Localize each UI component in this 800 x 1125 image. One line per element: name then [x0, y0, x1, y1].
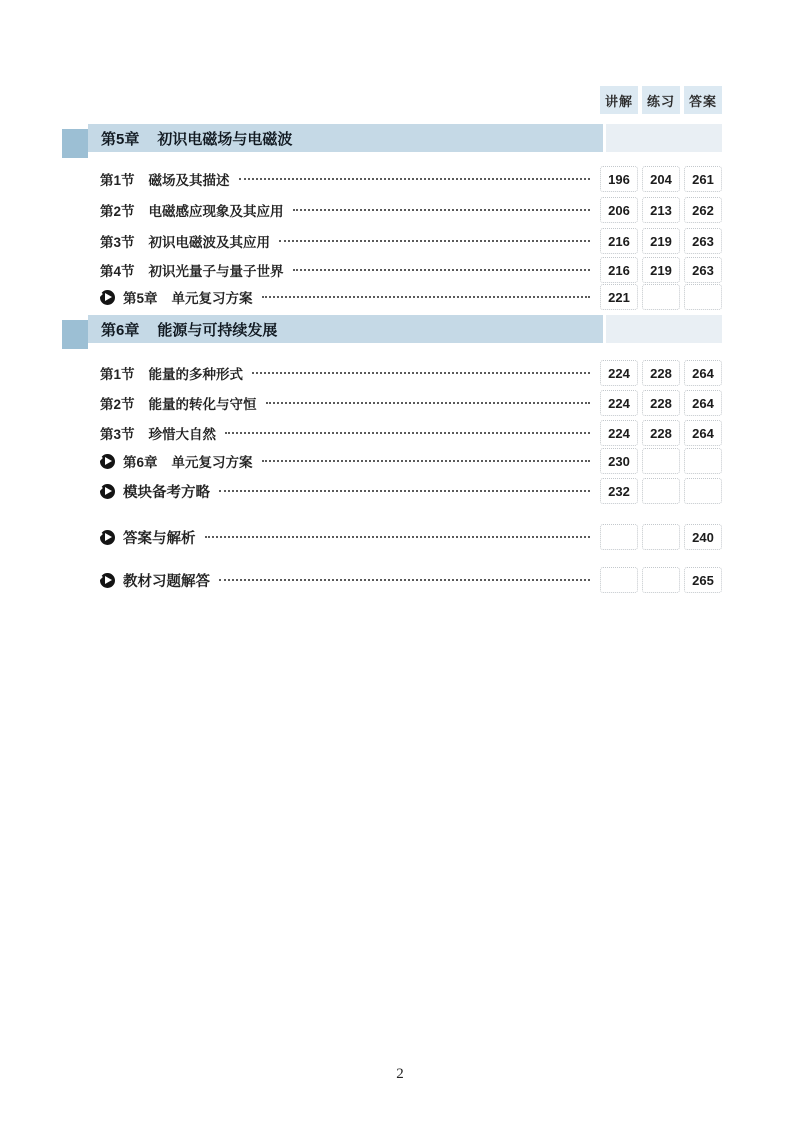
leader-dots: [205, 536, 591, 538]
page-cell-jiangjie: 224: [600, 390, 638, 416]
section-number: 第4节: [100, 264, 135, 279]
page-cell-lianxi: 228: [642, 360, 680, 386]
section-title: 初识光量子与量子世界: [148, 264, 284, 279]
chapter6-header: [88, 315, 603, 343]
leader-dots: [219, 579, 590, 581]
page-cell-daan: 240: [684, 524, 722, 550]
page-cell-daan: 264: [684, 420, 722, 446]
page-cell-daan: 262: [684, 197, 722, 223]
leader-dots: [225, 432, 590, 434]
chapter6-bar-extension: [606, 315, 722, 343]
chapter5-title: 初识电磁场与电磁波: [157, 130, 293, 148]
chapter5-bar-extension: [606, 124, 722, 152]
chapter5-number: 第5章: [101, 130, 140, 148]
page-cell-lianxi: 219: [642, 228, 680, 254]
page-cell-lianxi: [642, 524, 680, 550]
section-number: 第2节: [100, 397, 135, 412]
review-chapter-number: 第6章: [123, 455, 158, 470]
page-cell-jiangjie: 216: [600, 257, 638, 283]
toc-row-ch6-sec1: [100, 359, 722, 387]
section-title: 电磁感应现象及其应用: [148, 204, 284, 219]
column-headers: [600, 86, 722, 114]
leader-dots: [252, 372, 590, 374]
toc-row-ch6-review: [100, 447, 722, 475]
play-icon: [100, 290, 115, 305]
toc-row-ch6-sec3: [100, 419, 722, 447]
page-cell-lianxi: 228: [642, 390, 680, 416]
section-number: 第1节: [100, 173, 135, 188]
section-title: 能量的多种形式: [148, 367, 244, 382]
page-cell-daan: 263: [684, 257, 722, 283]
page-cell-lianxi: [642, 284, 680, 310]
chapter6-bar-accent: [62, 320, 88, 349]
page-cells: [600, 166, 722, 192]
toc-row-ch5-review: [100, 283, 722, 311]
play-icon: [100, 484, 115, 499]
page-cell-daan: 263: [684, 228, 722, 254]
toc-row-ch5-sec2: [100, 196, 722, 224]
column-header-lianxi: 练习: [642, 86, 680, 114]
leader-dots: [239, 178, 590, 180]
page-cells: [600, 228, 722, 254]
page-cell-jiangjie: 221: [600, 284, 638, 310]
play-icon: [100, 530, 115, 545]
page-number: 2: [396, 1066, 404, 1082]
leader-dots: [266, 402, 590, 404]
page-cells: [600, 478, 722, 504]
leader-dots: [293, 209, 590, 211]
page-cell-lianxi: 219: [642, 257, 680, 283]
column-header-daan: 答案: [684, 86, 722, 114]
page-cell-daan: 264: [684, 360, 722, 386]
chapter5-bar-accent: [62, 129, 88, 158]
page-cells: [600, 390, 722, 416]
review-title: 单元复习方案: [171, 291, 253, 306]
toc-row-ch5-sec4: [100, 256, 722, 284]
section-number: 第3节: [100, 235, 135, 250]
section-title: 磁场及其描述: [148, 173, 230, 188]
page-cell-lianxi: [642, 448, 680, 474]
chapter6-title: 能源与可持续发展: [157, 321, 278, 339]
page-cell-lianxi: [642, 567, 680, 593]
page-cells: [600, 284, 722, 310]
chapter5-header: [88, 124, 603, 152]
toc-row-module-review: [100, 477, 722, 505]
page-cells: [600, 524, 722, 550]
leader-dots: [262, 296, 590, 298]
leader-dots: [219, 490, 590, 492]
section-number: 第2节: [100, 204, 135, 219]
page-cell-daan: [684, 448, 722, 474]
section-title: 初识电磁波及其应用: [148, 235, 271, 250]
page-cells: [600, 567, 722, 593]
extra-title: 模块备考方略: [123, 484, 210, 501]
page-cell-jiangjie: 216: [600, 228, 638, 254]
play-icon: [100, 454, 115, 469]
toc-row-answers: [100, 523, 722, 551]
leader-dots: [293, 269, 590, 271]
page-cell-daan: 264: [684, 390, 722, 416]
page-cell-lianxi: 213: [642, 197, 680, 223]
play-icon: [100, 573, 115, 588]
extra-title: 答案与解析: [123, 530, 196, 547]
page-cells: [600, 420, 722, 446]
review-chapter-number: 第5章: [123, 291, 158, 306]
page-cell-jiangjie: 224: [600, 420, 638, 446]
page-cells: [600, 197, 722, 223]
section-number: 第1节: [100, 367, 135, 382]
page-cell-lianxi: 204: [642, 166, 680, 192]
leader-dots: [262, 460, 590, 462]
toc-row-ch6-sec2: [100, 389, 722, 417]
page-cell-jiangjie: 206: [600, 197, 638, 223]
page-cell-lianxi: [642, 478, 680, 504]
page-cell-jiangjie: [600, 567, 638, 593]
section-title: 珍惜大自然: [148, 427, 217, 442]
section-number: 第3节: [100, 427, 135, 442]
page-cells: [600, 448, 722, 474]
page-cell-lianxi: 228: [642, 420, 680, 446]
review-title: 单元复习方案: [171, 455, 253, 470]
section-title: 能量的转化与守恒: [148, 397, 257, 412]
page-cell-daan: [684, 284, 722, 310]
page-cell-jiangjie: 224: [600, 360, 638, 386]
toc-row-textbook-solutions: [100, 566, 722, 594]
chapter6-number: 第6章: [101, 321, 140, 339]
page-cell-daan: 265: [684, 567, 722, 593]
column-header-jiangjie: 讲解: [600, 86, 638, 114]
toc-row-ch5-sec1: [100, 165, 722, 193]
page-cells: [600, 360, 722, 386]
page-cell-jiangjie: [600, 524, 638, 550]
page-cell-daan: 261: [684, 166, 722, 192]
toc-row-ch5-sec3: [100, 227, 722, 255]
page-cell-jiangjie: 196: [600, 166, 638, 192]
page-cell-jiangjie: 230: [600, 448, 638, 474]
leader-dots: [279, 240, 590, 242]
page-cell-daan: [684, 478, 722, 504]
page-cells: [600, 257, 722, 283]
extra-title: 教材习题解答: [123, 573, 210, 590]
page-cell-jiangjie: 232: [600, 478, 638, 504]
